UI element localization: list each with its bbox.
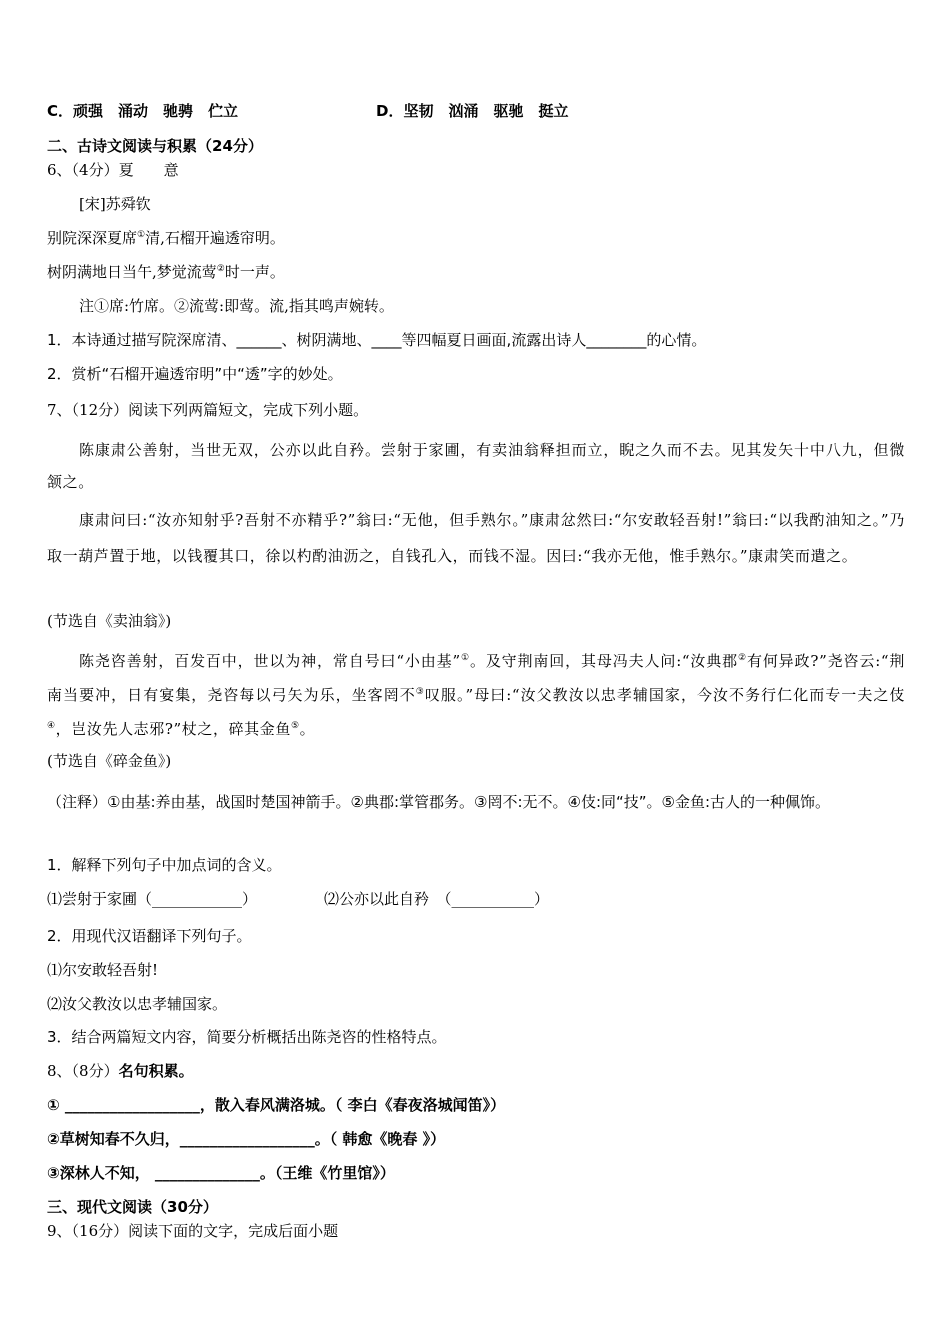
p3-note-4: ④: [47, 721, 56, 731]
q7-source-2: (节选自《碎金鱼》): [47, 752, 172, 770]
q6-poem-notes: 注①席:竹席。②流莺:即莺。流,指其鸣声婉转。: [79, 297, 394, 315]
q6-poem-author: [宋]苏舜钦: [79, 195, 151, 213]
q8-title-label: 名句积累。: [118, 1062, 194, 1080]
p3-text-d: 叹服。”母曰:“汝父教汝以忠孝辅国家，今汝不务行仁化而专一夫之伎: [424, 686, 905, 704]
q7-sub-1-item-2: ⑵公亦以此自矜 （___________）: [324, 890, 550, 908]
p3-text-c: 有何异政?”尧咨云:“荆南当要冲，日有宴集，尧咨每以弓矢为乐，坐客罔不: [47, 652, 905, 704]
q7-passage-2: [47, 644, 905, 746]
p3-text-b: 。及守荆南回，其母冯夫人问:“汝典郡: [469, 652, 739, 670]
q7-sub-question-2: 2．用现代汉语翻译下列句子。: [47, 927, 252, 945]
poem-line-2-part-a: 树阴满地日当午,梦觉流莺: [47, 263, 217, 281]
p3-text-f: 。: [299, 720, 316, 738]
q8-item-2: ②草树知春不久归，__________________。（ 韩愈《晚春 》）: [47, 1130, 446, 1148]
q7-source-1: (节选自《卖油翁》): [47, 612, 172, 630]
q8-title-number: 8、（8分）: [47, 1062, 119, 1080]
q7-title: 7、（12分）阅读下列两篇短文，完成下列小题。: [47, 401, 369, 419]
option-d: D．坚韧 汹涌 驱驰 挺立: [376, 102, 569, 120]
q6-sub-question-2: 2．赏析“石榴开遍透帘明”中“透”字的妙处。: [47, 365, 343, 383]
option-c: C．顽强 涌动 驰骋 伫立: [47, 102, 239, 120]
q7-sub-1-item-1: ⑴尝射于家圃（____________）: [47, 890, 258, 908]
section-3-heading: 三、现代文阅读（30分）: [47, 1198, 218, 1216]
q7-sub-2-item-1: ⑴尔安敢轻吾射!: [47, 961, 159, 979]
q6-poem-line-2: [47, 262, 285, 282]
q6-poem-line-1: [47, 228, 285, 248]
poem-line-2-part-b: 时一声。: [224, 263, 285, 281]
q8-item-3: ③深林人不知， ______________。（王维《竹里馆》）: [47, 1164, 395, 1182]
p3-note-1: ①: [460, 653, 470, 663]
q8-item-1: ① __________________，散入春风满洛城。（ 李白《春夜洛城闻笛》）: [47, 1096, 506, 1114]
q9-title: 9、（16分）阅读下面的文字，完成后面小题: [47, 1222, 339, 1240]
q7-sub-2-item-2: ⑵汝父教汝以忠孝辅国家。: [47, 995, 228, 1013]
note-mark-1: ①: [137, 230, 146, 240]
p3-note-5: ⑤: [290, 721, 300, 731]
q8-title: [47, 1061, 194, 1081]
p3-note-3: ③: [415, 687, 425, 697]
q7-passage-1-para-1: 陈康肃公善射，当世无双，公亦以此自矜。尝射于家圃，有卖油翁释担而立，睨之久而不去。见其发矢十中八九，但微颔之。: [47, 441, 905, 491]
q6-sub-question-1: 1．本诗通过描写院深席清、______、树阴满地、____等四幅夏日画面,流露出诗人________的心情。: [47, 331, 707, 349]
p3-text-e: ，岂汝先人志邪?”杖之，碎其金鱼: [55, 720, 291, 738]
section-2-heading: 二、古诗文阅读与积累（24分）: [47, 137, 263, 155]
q7-annotations: （注释）①由基:养由基，战国时楚国神箭手。②典郡:掌管郡务。③罔不:无不。④伎:同“技”。⑤金鱼:古人的一种佩饰。: [47, 793, 831, 811]
q6-title: 6、（4分）夏 意: [47, 161, 179, 179]
poem-line-1-part-a: 别院深深夏席: [47, 229, 138, 247]
p3-note-2: ②: [738, 653, 747, 663]
q7-passage-1-para-2: 康肃问曰:“汝亦知射乎?吾射不亦精乎?”翁曰:“无他，但手熟尔。”康肃忿然曰:“尔安敢轻吾射!”翁曰:“以我酌油知之。”乃取一葫芦置于地，以钱覆其口，徐以杓酌油沥之，自钱孔入，而钱不湿。因曰:“我亦无他，惟手熟尔。”康肃笑而遣之。: [47, 511, 905, 565]
p3-text-a: 陈尧咨善射，百发百中，世以为神，常自号曰“小由基”: [79, 652, 461, 670]
note-mark-2: ②: [216, 264, 225, 274]
poem-line-1-part-b: 清,石榴开遍透帘明。: [145, 229, 285, 247]
q7-sub-question-1: 1．解释下列句子中加点词的含义。: [47, 856, 282, 874]
q7-sub-question-3: 3．结合两篇短文内容，简要分析概括出陈尧咨的性格特点。: [47, 1028, 447, 1046]
